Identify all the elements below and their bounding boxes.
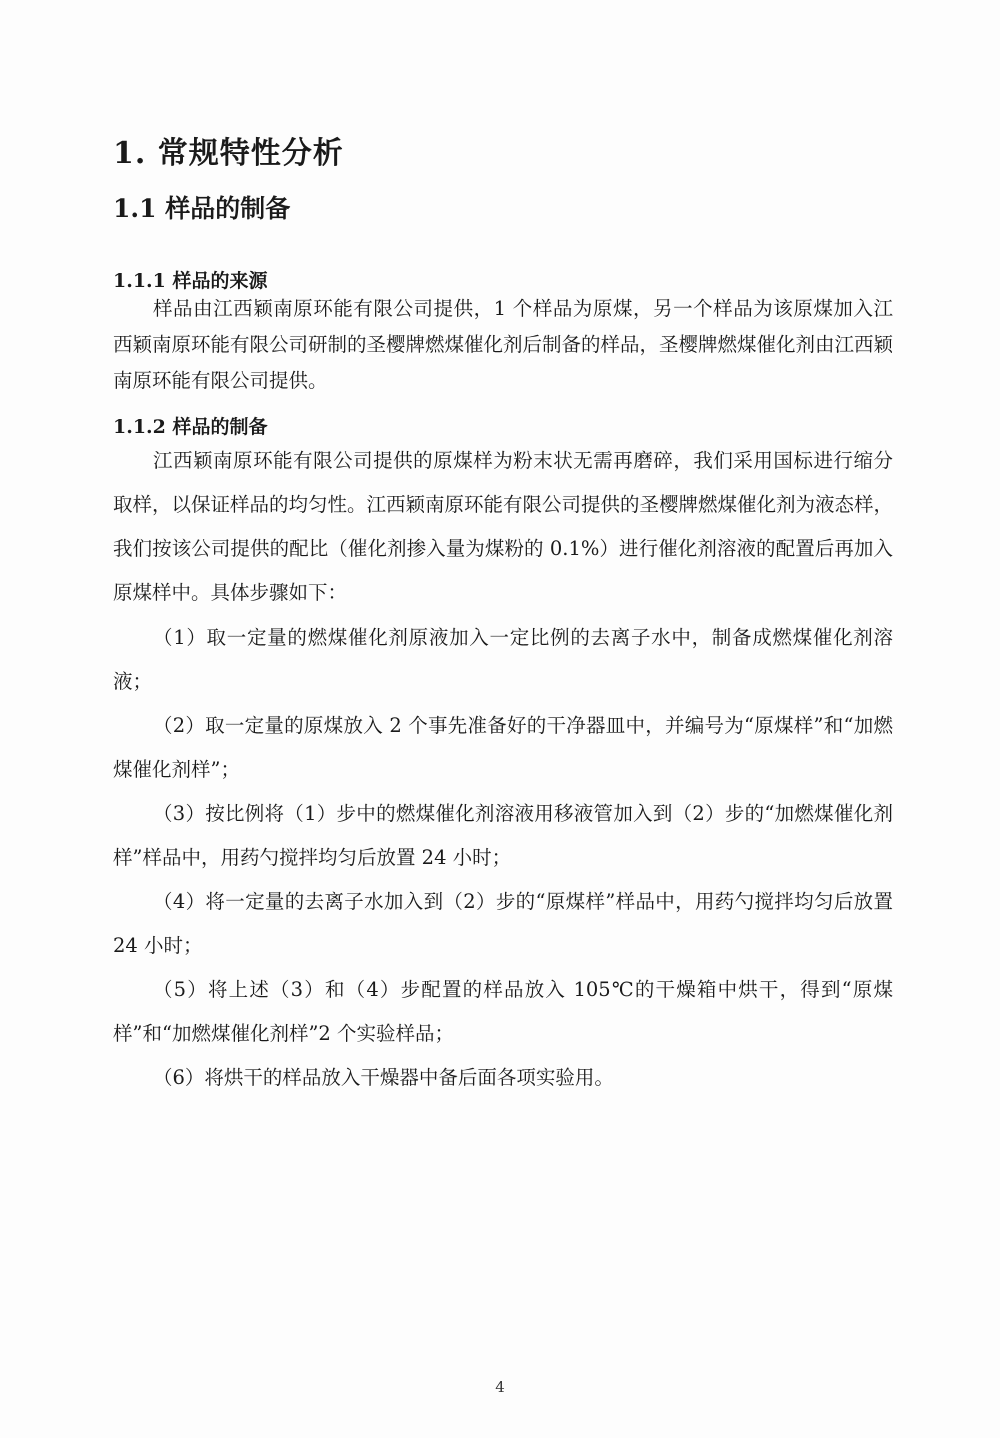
preparation-step: （2）取一定量的原煤放入 2 个事先准备好的干净器皿中，并编号为“原煤样”和“加燃煤催化剂样”； — [113, 714, 893, 781]
preparation-step: （4）将一定量的去离子水加入到（2）步的“原煤样”样品中，用药勺搅拌均匀后放置 24 小时； — [113, 890, 893, 957]
section-heading-1-1: 1.1 样品的制备 — [113, 194, 291, 223]
section-heading-1: 1. 常规特性分析 — [113, 136, 344, 171]
sample-preparation-paragraph: 江西颖南原环能有限公司提供的原煤样为粉末状无需再磨碎，我们采用国标进行缩分取样，以保证样品的均匀性。江西颖南原环能有限公司提供的圣樱牌燃煤催化剂为液态样，我们按该公司提供的配比（催化剂掺入量为煤粉的 0.1%）进行催化剂溶液的配置后再加入原煤样中。具体步骤如下： — [113, 449, 894, 604]
subsection-heading-sample-preparation: 1.1.2 样品的制备 — [113, 416, 268, 438]
page-number: 4 — [495, 1378, 505, 1396]
preparation-step: （6）将烘干的样品放入干燥器中备后面各项实验用。 — [153, 1066, 614, 1089]
preparation-step: （5）将上述（3）和（4）步配置的样品放入 105℃的干燥箱中烘干，得到“原煤样”和“加燃煤催化剂样”2 个实验样品； — [113, 978, 893, 1045]
preparation-steps-list — [113, 616, 893, 1100]
preparation-step: （3）按比例将（1）步中的燃煤催化剂溶液用移液管加入到（2）步的“加燃煤催化剂样”样品中，用药勺搅拌均匀后放置 24 小时； — [113, 802, 893, 869]
preparation-step: （1）取一定量的燃煤催化剂原液加入一定比例的去离子水中，制备成燃煤催化剂溶液； — [113, 626, 893, 693]
sample-source-paragraph: 样品由江西颖南原环能有限公司提供，1 个样品为原煤，另一个样品为该原煤加入江西颖南原环能有限公司研制的圣樱牌燃煤催化剂后制备的样品，圣樱牌燃煤催化剂由江西颖南原环能有限公司提供。 — [113, 297, 894, 392]
subsection-heading-sample-source: 1.1.1 样品的来源 — [113, 270, 268, 292]
